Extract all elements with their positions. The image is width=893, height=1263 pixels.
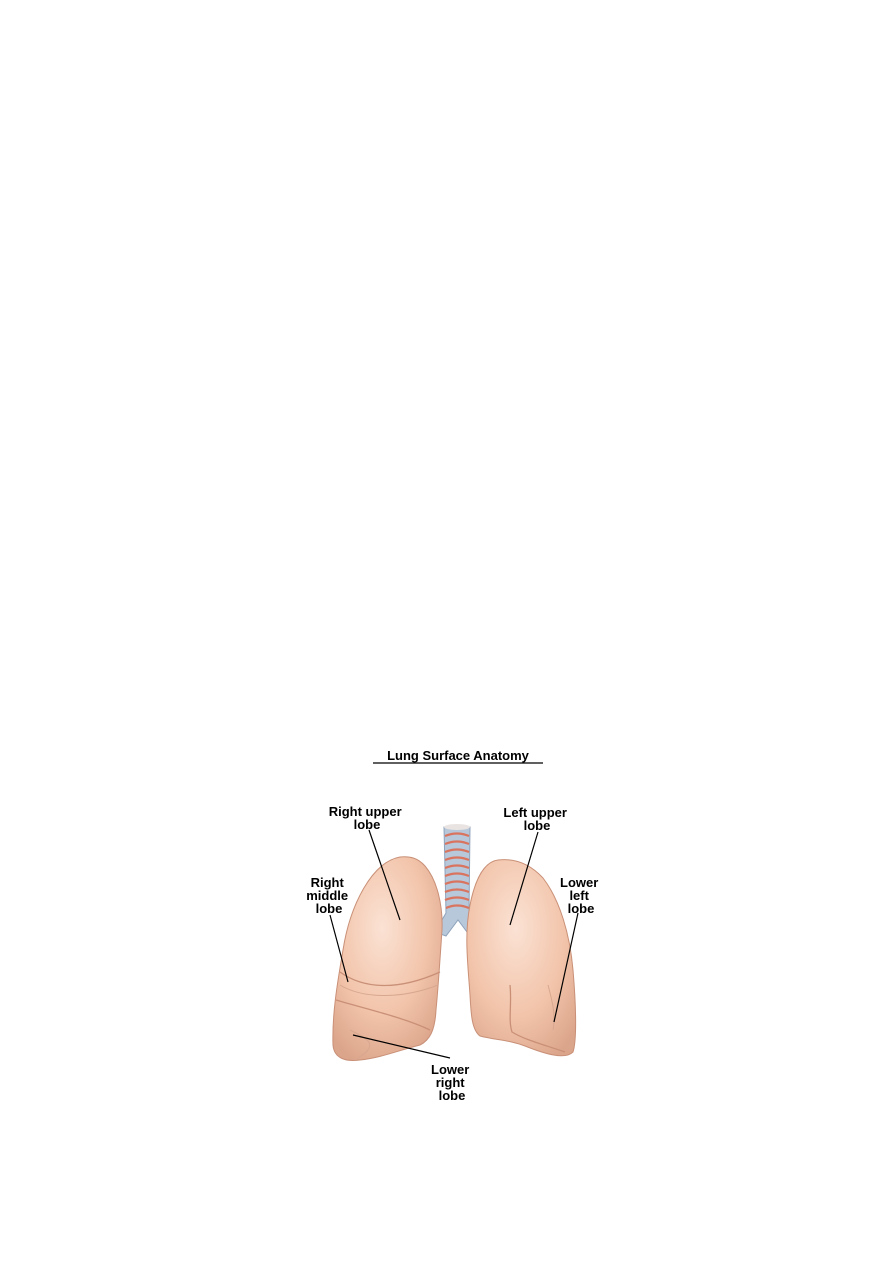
label-left-upper-line2: lobe: [523, 818, 551, 833]
label-left-upper-line1: Left upper: [503, 805, 567, 820]
label-lower-right-lobe: [431, 1062, 473, 1103]
label-lower-left-line1: Lower: [560, 875, 599, 890]
label-lower-left-line2: left: [569, 888, 589, 903]
diagram-title: Lung Surface Anatomy: [387, 748, 529, 763]
label-right-middle-line1: Right: [310, 875, 344, 890]
label-left-upper-lobe: [503, 805, 570, 833]
label-right-upper-line1: Right upper: [328, 804, 402, 819]
label-lower-left-lobe: [560, 875, 602, 916]
label-lower-right-line1: Lower: [431, 1062, 470, 1077]
label-lower-right-line2: right: [435, 1075, 465, 1090]
label-right-upper-lobe: [329, 804, 406, 832]
label-right-upper-line2: lobe: [353, 817, 381, 832]
label-lower-left-line3: lobe: [567, 901, 595, 916]
label-right-middle-line3: lobe: [315, 901, 343, 916]
label-right-middle-lobe: [306, 875, 352, 916]
label-right-middle-line2: middle: [306, 888, 349, 903]
label-lower-right-line3: lobe: [438, 1088, 466, 1103]
